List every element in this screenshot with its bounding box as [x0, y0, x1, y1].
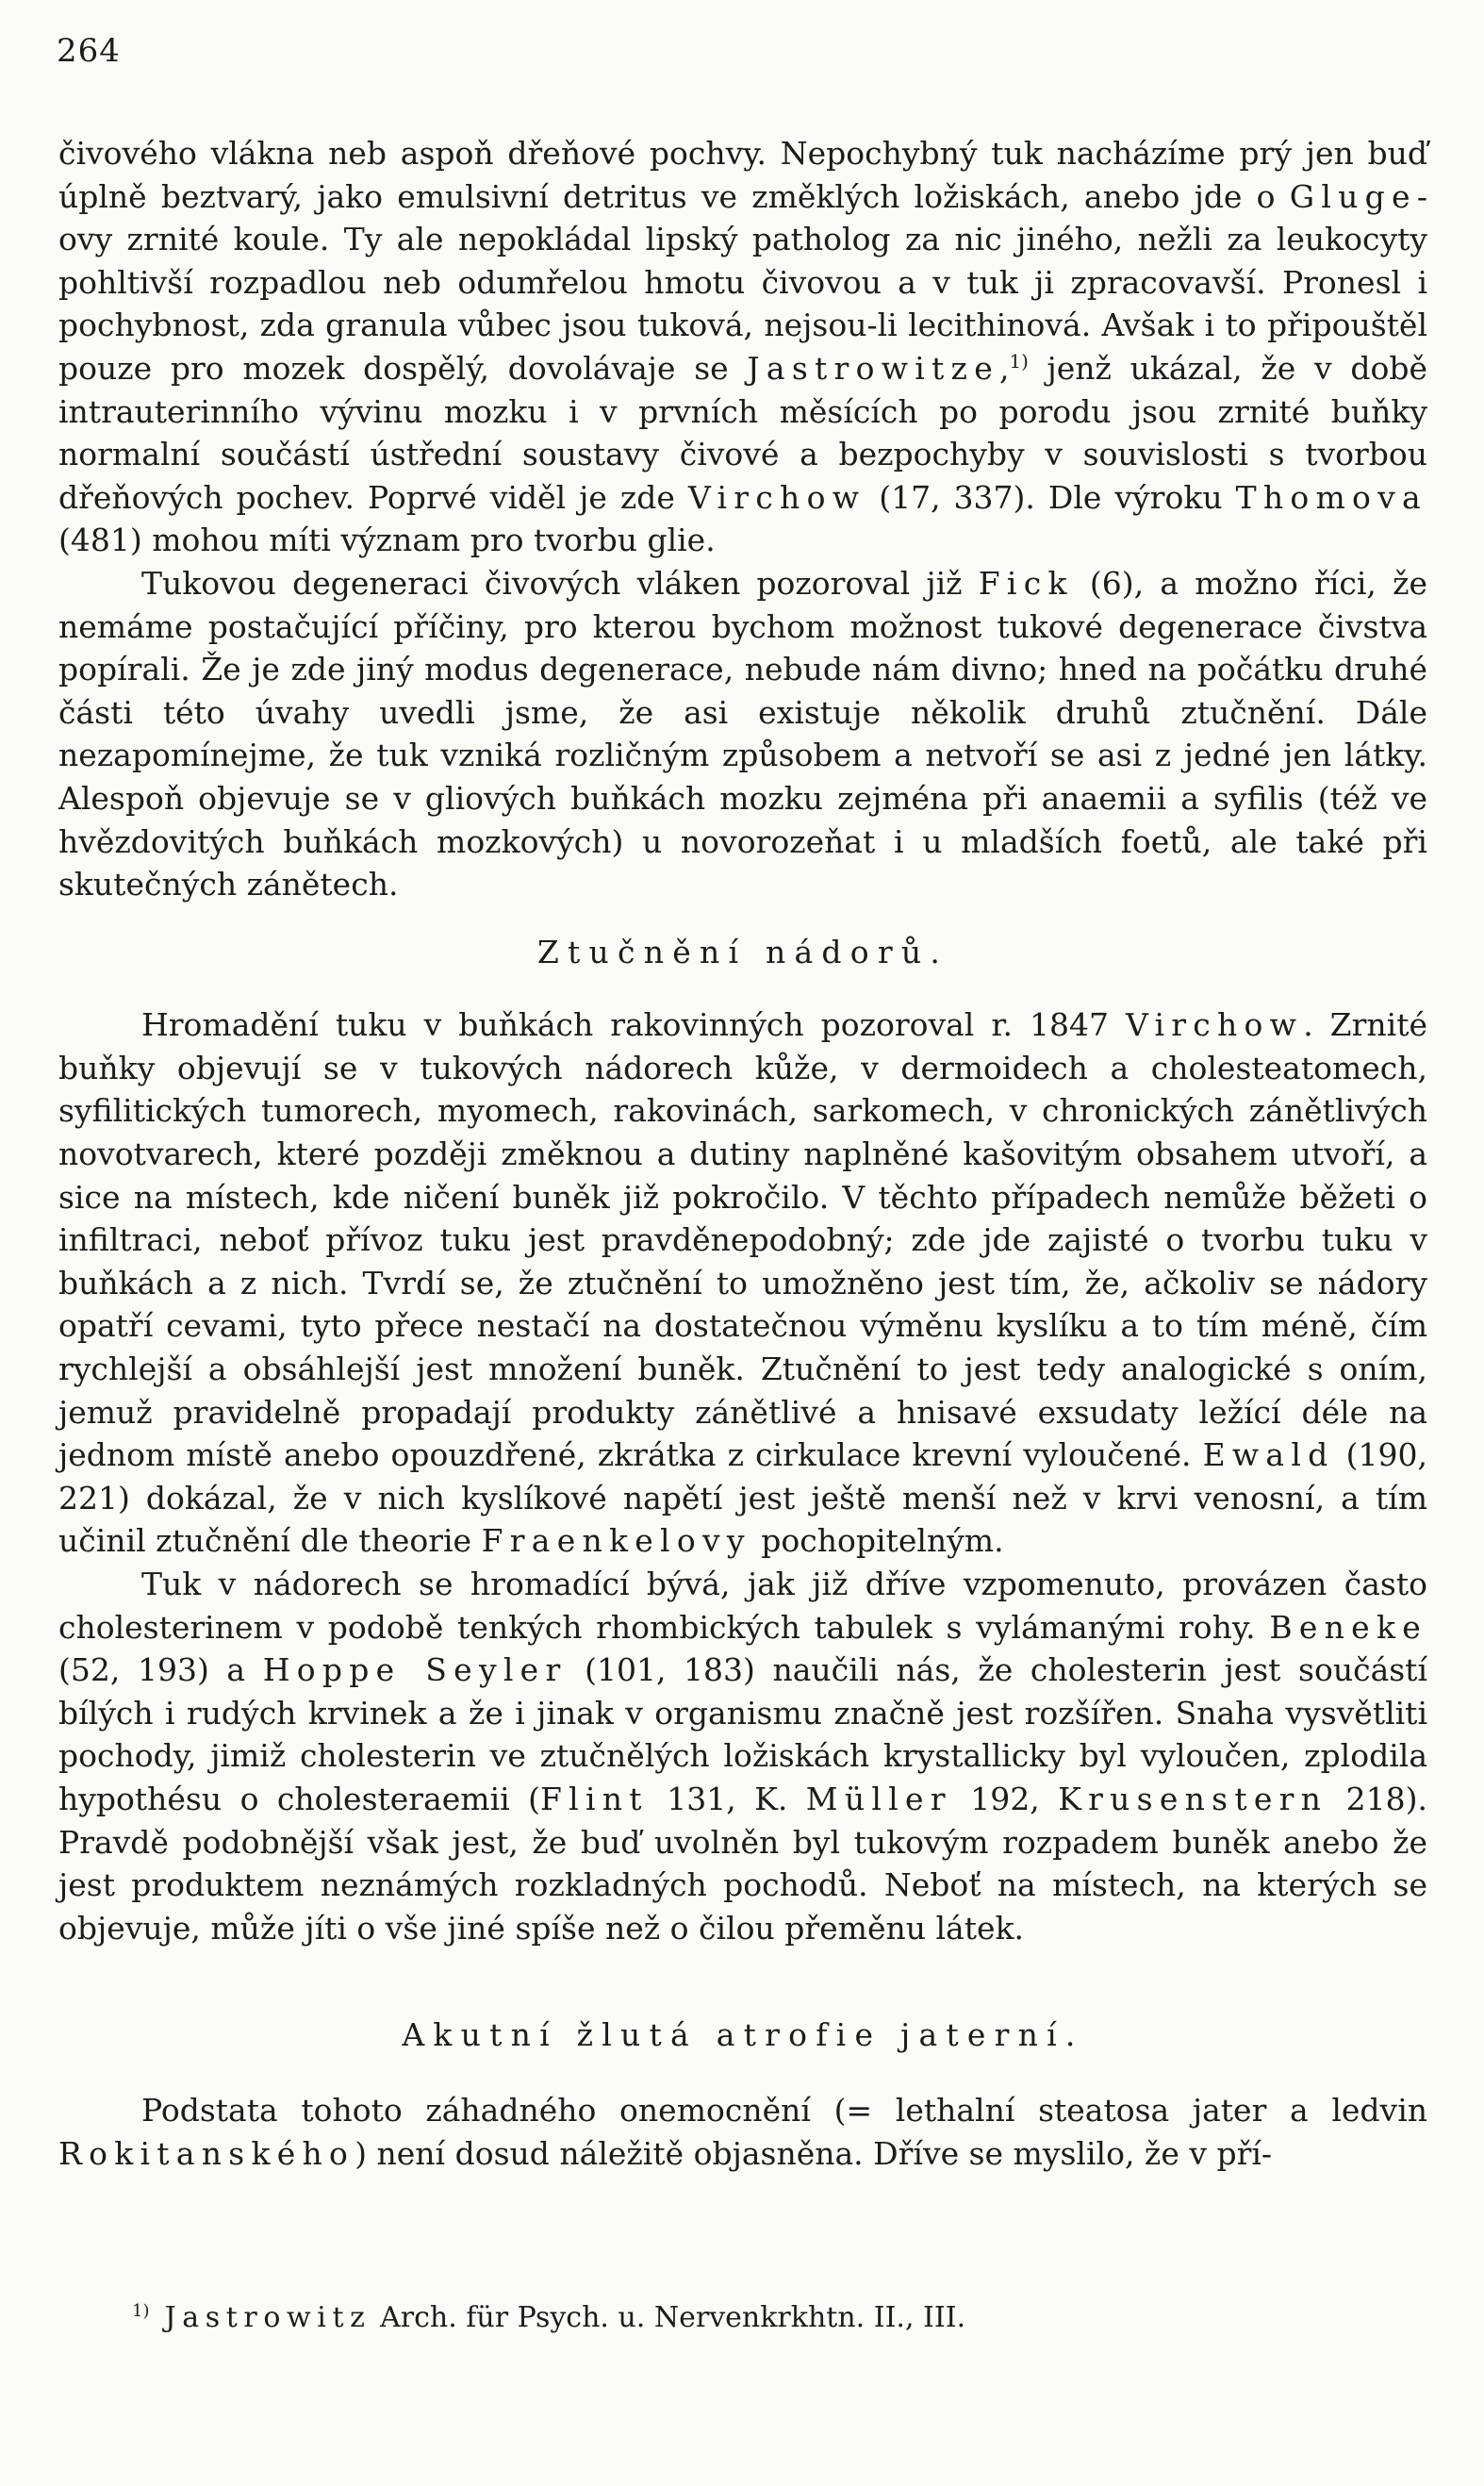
text-run: (101, 183) naučili nás, že cholesterin jest součástí bílých i rudých krvinek a že i jinak v organismu značně jest rozšířen. Snaha vysvětliti pochody, jimiž cholesterin ve ztučnělých ložiskách krystallicky byl vyloučen, zplodila hypothésu o cholesteraemii ( — [58, 1651, 1427, 1817]
text-run: 218). Pravdě podobnější však jest, že buď uvolněn byl tukovým rozpadem buněk anebo že jest produktem neznámých rozkladných pochodů. Neboť na místech, na kterých se objevuje, může jíti o vše jiné spíše než o čilou přeměnu látek. — [58, 1780, 1428, 1947]
spaced-name: Virchow — [687, 478, 866, 516]
paragraph-2 — [58, 562, 1427, 906]
text-run: , — [999, 349, 1010, 387]
text-run: jenž ukázal, že v době intrauterinního vývinu mozku i v prvních měsících po porodu jsou zrnité buňky normalní součástí ústřední soustavy čivové a bezpochyby v souvislosti s tvorbou dřeňových pochev. Poprvé viděl je zde — [58, 349, 1427, 516]
text-run: Arch. für Psych. u. Nervenkrkhtn. II., III. — [371, 2301, 966, 2334]
text-run: (190, 221) dokázal, že v nich kyslíkové napětí jest ještě menší než v krvi venosní, a tím učinil ztučnění dle theorie — [58, 1436, 1427, 1560]
spaced-name: Gluge — [1289, 177, 1417, 215]
text-run: . Zrnité buňky objevují se v tukových nádorech kůže, v dermoidech a cholesteatomech, syfilitických tumorech, myomech, rakovinách, sarkomech, v chronických zánětlivých novotvarech, které později změknou a dutiny naplněné kašovitým obsahem utvoří, a sice na místech, kde ničení buněk již pokročilo. V těchto případech nemůže běžeti o infiltraci, neboť přívoz tuku jest pravděnepodobný; zde jde zajisté o tvorbu tuku v buňkách a z nich. Tvrdí se, že ztučnění to umožněno jest tím, že, ačkoliv se nádory opatří cevami, tyto přece nestačí na dostatečnou výměnu kyslíku a to tím méně, čím rychlejší a obsáhlejší jest množení buněk. Ztučnění to jest tedy analogické s oním, jemuž pravidelně propadají produkty zánětlivé a hnisavé exsudaty ležící déle na jednom místě anebo opouzdřené, zkrátka z cirkulace krevní vyloučené. — [58, 1006, 1427, 1474]
body-text — [58, 132, 1427, 2175]
text-run: Podstata tohoto záhadného onemocnění (= lethalní steatosa jater a ledvin — [141, 2091, 1427, 2129]
paragraph-4 — [58, 1563, 1427, 1949]
spaced-name: Ewald — [1202, 1436, 1335, 1474]
spaced-name: Fraenkelovy — [481, 1522, 751, 1560]
footnote-marker: 1) — [1009, 350, 1029, 373]
spaced-name: Fick — [978, 564, 1074, 602]
text-run: Tuk v nádorech se hromadící bývá, jak již dříve vzpomenuto, provázen často cholesterinem v podobě tenkých rhombických tabulek s vylámanými rohy. — [58, 1566, 1427, 1646]
spaced-name: Jastrowitze — [747, 349, 999, 387]
text-run: (6), a možno říci, že nemáme postačující příčiny, pro kterou bychom možnost tukové degenerace čivstva popírali. Že je zde jiný modus degenerace, nebude nám divno; hned na počátku druhé části této úvahy uvedli jsme, že asi existuje několik druhů ztučnění. Dále nezapomínejme, že tuk vzniká rozličným způsobem a netvoří se asi z jedné jen látky. Alespoň objevuje se v gliových buňkách mozku zejména při anaemii a syfilis (též ve hvězdovitých buňkách mozkových) u novorozeňat i u mladších foetů, ale také při skutečných zánětech. — [58, 564, 1428, 903]
spaced-name: Rokitanského — [58, 2134, 355, 2172]
spaced-name: Beneke — [1269, 1608, 1427, 1646]
spaced-name: Krusenstern — [1058, 1780, 1328, 1817]
text-run: (52, 193) a — [58, 1651, 263, 1689]
spaced-name: Flint — [540, 1780, 649, 1817]
spaced-name: Jastrowitz — [149, 2301, 371, 2334]
text-run: Tukovou degeneraci čivových vláken pozoroval již — [141, 564, 979, 602]
text-run: Hromadění tuku v buňkách rakovinných pozoroval r. 1847 — [141, 1006, 1126, 1044]
text-run: čivového vlákna neb aspoň dřeňové pochvy. Nepochybný tuk nacházíme prý jen buď úplně beztvarý, jako emulsivní detritus ve změklých ložiskách, anebo jde o — [58, 135, 1427, 215]
paragraph-1 — [58, 132, 1427, 562]
spaced-name: Müller — [805, 1780, 952, 1817]
spaced-name: Thomova — [1235, 478, 1427, 516]
text-run: 131, K. — [648, 1780, 806, 1817]
text-run: -ovy zrnité koule. Ty ale nepokládal lipský patholog za nic jiného, nežli za leukocyty pohltivší rozpadlou neb odumřelou hmotu čivovou a v tuk ji zpracovavší. Pronesl i pochybnost, zda granula vůbec jsou tuková, nejsou-li lecithinová. Avšak i to připouštěl pouze pro mozek dospělý, dovolávaje se — [58, 177, 1427, 387]
text-run: 192, — [951, 1780, 1059, 1817]
spaced-name: Hoppe Seyler — [262, 1651, 568, 1689]
footnote — [132, 2299, 1358, 2337]
footnote-marker: 1) — [132, 2301, 150, 2321]
text-run: (481) mohou míti význam pro tvorbu glie. — [58, 522, 716, 559]
section-heading-atrophy: Akutní žlutá atrofie jaterní. — [402, 2016, 1084, 2054]
spaced-name: Virchow — [1125, 1006, 1304, 1044]
page-number: 264 — [57, 32, 121, 70]
text-run: (17, 337). Dle výroku — [866, 478, 1236, 516]
text-run: ) není dosud náležitě objasněna. Dříve se myslilo, že v pří- — [355, 2134, 1273, 2172]
text-run: pochopitelným. — [750, 1522, 1004, 1560]
section-heading-tumors: Ztučnění nádorů. — [536, 933, 949, 970]
paragraph-3 — [58, 1003, 1427, 1563]
paragraph-5 — [58, 2089, 1427, 2175]
